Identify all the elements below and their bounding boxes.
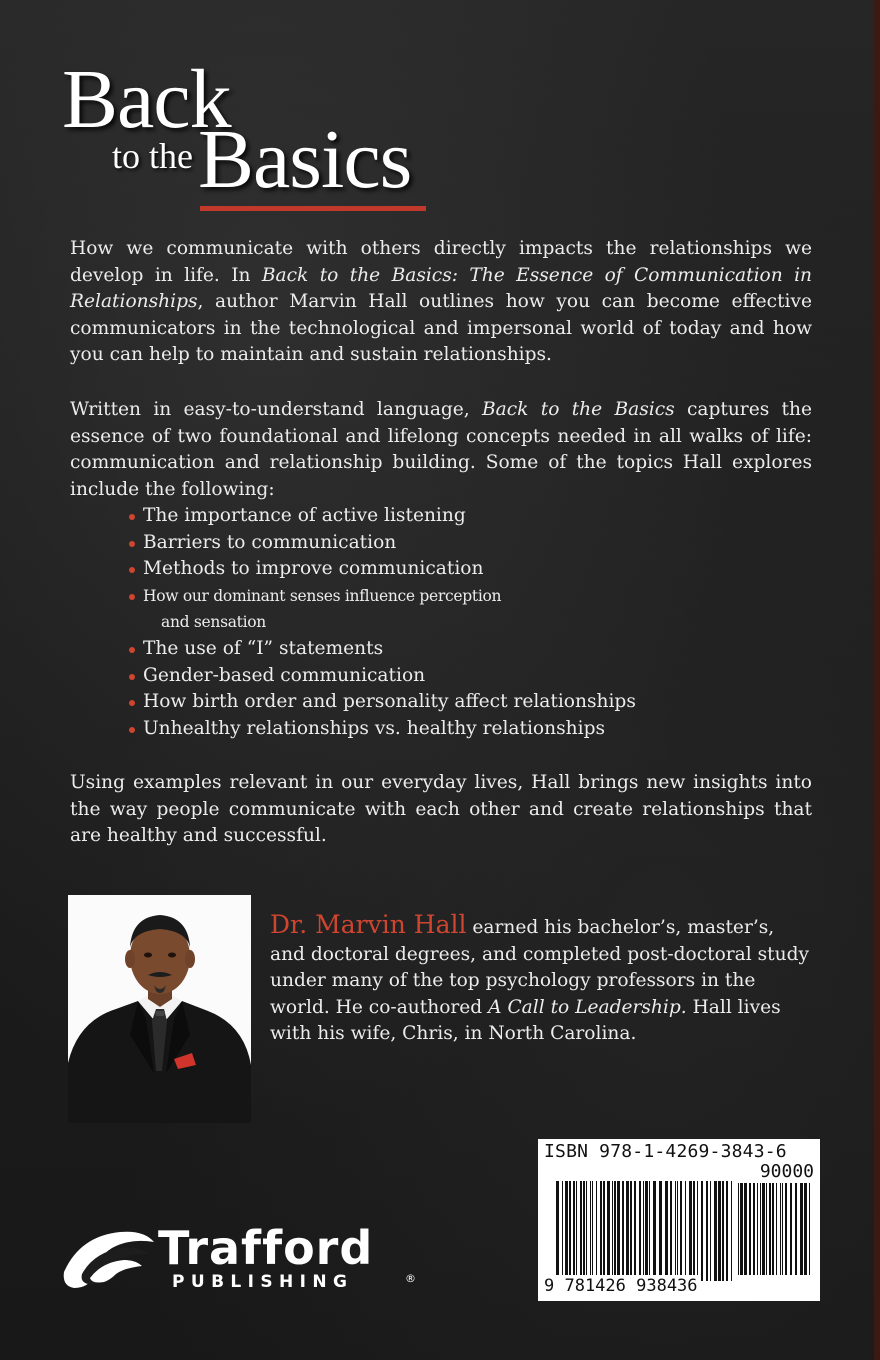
isbn-barcode (538, 1139, 820, 1301)
publisher-subtitle: PUBLISHING (172, 1272, 354, 1292)
para1-text-b: , author Marvin Hall outlines how you can become effective communicators in the technological and impersonal world of today and how you can help to maintain and sustain relationships. (70, 291, 812, 366)
bullet-icon (129, 700, 135, 706)
title-to-the: to the (112, 136, 193, 176)
bullet-icon (129, 647, 135, 653)
para2-book-title: Back to the Basics (482, 399, 675, 420)
list-item: Unhealthy relationships vs. healthy relationships (128, 716, 636, 743)
author-portrait-image (68, 895, 251, 1123)
bullet-icon (129, 674, 135, 680)
title-basics: Basics (198, 113, 412, 206)
registered-mark: ® (405, 1272, 416, 1285)
para1-book-title: Back to the Basics: The Essence of Communication in Relationships (70, 264, 812, 313)
publisher-logo (60, 1222, 420, 1298)
topics-list (128, 503, 636, 742)
list-item: How birth order and personality affect relationships (128, 689, 636, 716)
para1-text-a: How we communicate with others directly impacts the relationships we develop in life. In (70, 238, 812, 286)
list-item: Barriers to communication (128, 530, 636, 557)
barcode-bars (556, 1181, 732, 1281)
description-paragraph-1 (70, 236, 812, 369)
ean-digits: 9 781426 938436 (544, 1276, 698, 1296)
bullet-icon (129, 514, 135, 520)
author-name: Dr. Marvin Hall (270, 910, 467, 939)
bullet-icon (129, 727, 135, 733)
bullet-icon (129, 567, 135, 573)
list-item: The use of “I” statements (128, 636, 636, 663)
price-code: 90000 (759, 1161, 814, 1182)
description-paragraph-2 (70, 397, 812, 503)
list-item: The importance of active listening (128, 503, 636, 530)
isbn-label: ISBN 978-1-4269-3843-6 (544, 1141, 787, 1162)
bullet-icon (129, 594, 135, 600)
bio-text-b: Hall lives with his wife, Chris, in North Carolina. (270, 996, 781, 1045)
title-underline (200, 206, 426, 211)
bio-text-a: earned his bachelor’s, master’s, and doctoral degrees, and completed post-doctoral study under many of the top psychology professors in the world. He co-authored (270, 917, 810, 1018)
para2-text-b: captures the essence of two foundational and lifelong concepts needed in all walks of life: communication and relationship building. Some of the topics Hall explores include the following: (70, 399, 812, 500)
title-back: Back (62, 53, 231, 146)
author-photo (68, 895, 251, 1123)
publisher-name: Trafford (158, 1221, 374, 1275)
bullet-icon (129, 541, 135, 547)
author-bio (270, 912, 810, 1048)
cover-edge (874, 0, 880, 1360)
description-paragraph-3: Using examples relevant in our everyday lives, Hall brings new insights into the way people communicate with each other and create relationships that are healthy and successful. (70, 772, 812, 847)
bio-book-title: A Call to Leadership. (488, 996, 687, 1018)
list-item: Methods to improve communication (128, 556, 636, 583)
wave-icon (60, 1222, 156, 1298)
list-item: Gender-based communication (128, 663, 636, 690)
list-item: How our dominant senses influence perception and sensation (128, 583, 636, 636)
barcode-addon-bars (738, 1183, 812, 1275)
para2-text-a: Written in easy-to-understand language, (70, 399, 483, 420)
